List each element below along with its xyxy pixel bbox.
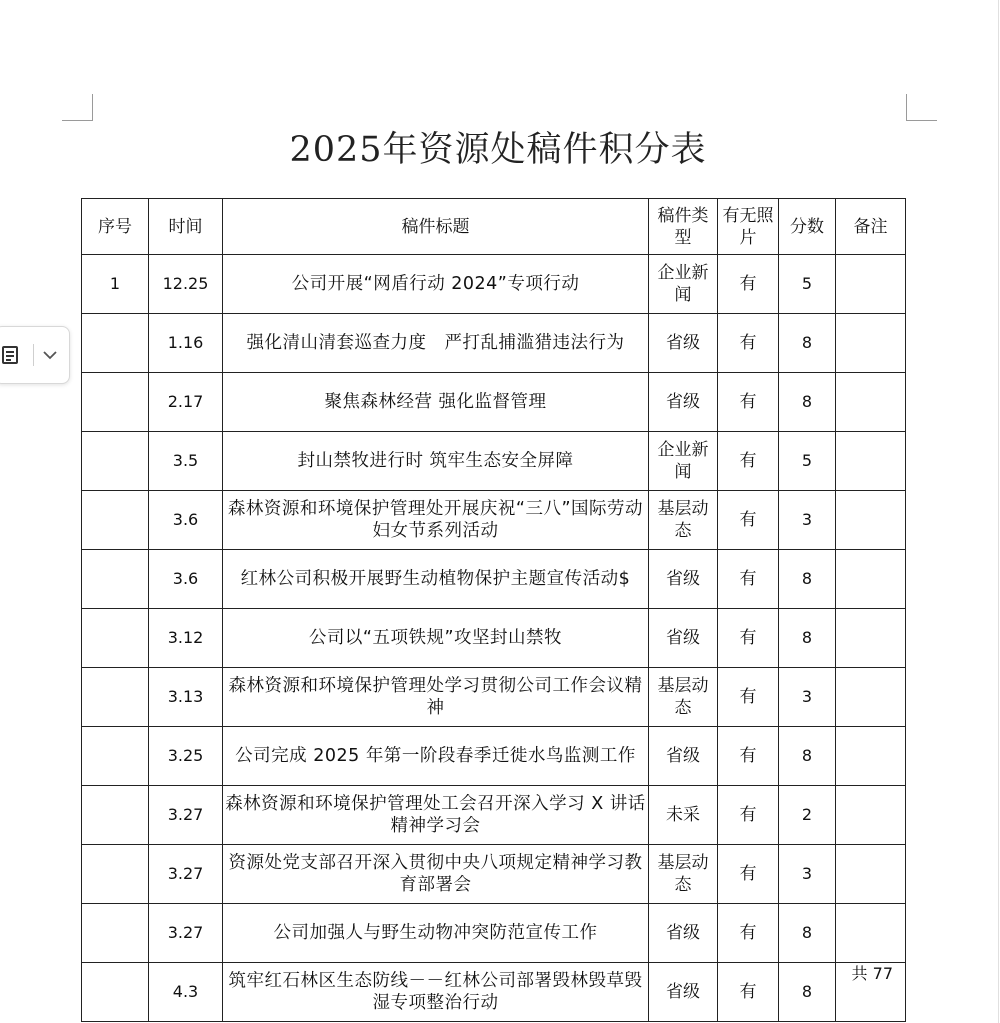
cell-title: 公司开展“网盾行动 2024”专项行动 bbox=[223, 255, 649, 314]
toolbar-divider bbox=[33, 344, 34, 366]
cell-type: 省级 bbox=[649, 314, 718, 373]
cell-title: 公司完成 2025 年第一阶段春季迁徙水鸟监测工作 bbox=[223, 727, 649, 786]
margin-corner-mark-left bbox=[62, 94, 93, 121]
cell-index bbox=[82, 668, 149, 727]
cell-score: 8 bbox=[779, 550, 836, 609]
margin-corner-mark-right bbox=[906, 94, 937, 121]
table-row bbox=[82, 963, 906, 1022]
cell-remark bbox=[836, 432, 906, 491]
cell-photo: 有 bbox=[718, 786, 779, 845]
cell-date: 3.12 bbox=[149, 609, 223, 668]
table-row bbox=[82, 609, 906, 668]
cell-score: 8 bbox=[779, 314, 836, 373]
cell-score: 8 bbox=[779, 904, 836, 963]
table-row bbox=[82, 550, 906, 609]
cell-score: 5 bbox=[779, 432, 836, 491]
cell-date: 3.13 bbox=[149, 668, 223, 727]
cell-score: 8 bbox=[779, 727, 836, 786]
cell-index: 1 bbox=[82, 255, 149, 314]
cell-remark bbox=[836, 786, 906, 845]
cell-remark bbox=[836, 255, 906, 314]
cell-remark bbox=[836, 727, 906, 786]
cell-date: 3.6 bbox=[149, 491, 223, 550]
table-row bbox=[82, 904, 906, 963]
table-header-row bbox=[82, 199, 906, 255]
cell-date: 3.27 bbox=[149, 786, 223, 845]
score-table bbox=[81, 198, 906, 1022]
cell-date: 2.17 bbox=[149, 373, 223, 432]
table-row bbox=[82, 373, 906, 432]
cell-title: 封山禁牧进行时 筑牢生态安全屏障 bbox=[223, 432, 649, 491]
cell-score: 8 bbox=[779, 609, 836, 668]
cell-date: 3.25 bbox=[149, 727, 223, 786]
table-row bbox=[82, 845, 906, 904]
cell-remark bbox=[836, 845, 906, 904]
cell-remark bbox=[836, 609, 906, 668]
cell-remark bbox=[836, 904, 906, 963]
cell-remark: 共 77 bbox=[836, 963, 906, 1022]
header-title: 稿件标题 bbox=[223, 199, 649, 255]
table-row bbox=[82, 727, 906, 786]
cell-title: 聚焦森林经营 强化监督管理 bbox=[223, 373, 649, 432]
cell-index bbox=[82, 845, 149, 904]
cell-photo: 有 bbox=[718, 255, 779, 314]
cell-index bbox=[82, 963, 149, 1022]
cell-title: 公司加强人与野生动物冲突防范宣传工作 bbox=[223, 904, 649, 963]
cell-photo: 有 bbox=[718, 550, 779, 609]
cell-photo: 有 bbox=[718, 727, 779, 786]
header-score: 分数 bbox=[779, 199, 836, 255]
cell-remark bbox=[836, 373, 906, 432]
cell-type: 企业新闻 bbox=[649, 255, 718, 314]
cell-type: 基层动态 bbox=[649, 668, 718, 727]
cell-title: 筑牢红石林区生态防线－－红林公司部署毁林毁草毁湿专项整治行动 bbox=[223, 963, 649, 1022]
cell-photo: 有 bbox=[718, 491, 779, 550]
cell-title: 森林资源和环境保护管理处学习贯彻公司工作会议精神 bbox=[223, 668, 649, 727]
table-row bbox=[82, 255, 906, 314]
cell-index bbox=[82, 904, 149, 963]
cell-date: 4.3 bbox=[149, 963, 223, 1022]
cell-type: 省级 bbox=[649, 609, 718, 668]
list-icon[interactable] bbox=[0, 342, 25, 368]
cell-type: 基层动态 bbox=[649, 491, 718, 550]
cell-score: 3 bbox=[779, 668, 836, 727]
cell-index bbox=[82, 786, 149, 845]
cell-date: 3.5 bbox=[149, 432, 223, 491]
cell-date: 3.27 bbox=[149, 845, 223, 904]
cell-date: 1.16 bbox=[149, 314, 223, 373]
cell-index bbox=[82, 491, 149, 550]
cell-photo: 有 bbox=[718, 668, 779, 727]
floating-toolbar[interactable] bbox=[0, 326, 70, 384]
table-row bbox=[82, 432, 906, 491]
cell-photo: 有 bbox=[718, 845, 779, 904]
cell-type: 省级 bbox=[649, 904, 718, 963]
chevron-down-icon[interactable] bbox=[40, 345, 60, 365]
table-row bbox=[82, 786, 906, 845]
cell-score: 8 bbox=[779, 373, 836, 432]
cell-title: 森林资源和环境保护管理处工会召开深入学习 X 讲话精神学习会 bbox=[223, 786, 649, 845]
cell-score: 2 bbox=[779, 786, 836, 845]
header-type: 稿件类型 bbox=[649, 199, 718, 255]
cell-photo: 有 bbox=[718, 432, 779, 491]
cell-index bbox=[82, 727, 149, 786]
cell-title: 资源处党支部召开深入贯彻中央八项规定精神学习教育部署会 bbox=[223, 845, 649, 904]
cell-photo: 有 bbox=[718, 373, 779, 432]
cell-remark bbox=[836, 314, 906, 373]
cell-title: 森林资源和环境保护管理处开展庆祝“三八”国际劳动妇女节系列活动 bbox=[223, 491, 649, 550]
cell-index bbox=[82, 432, 149, 491]
cell-date: 3.27 bbox=[149, 904, 223, 963]
cell-score: 3 bbox=[779, 845, 836, 904]
cell-index bbox=[82, 373, 149, 432]
header-photo: 有无照片 bbox=[718, 199, 779, 255]
cell-date: 3.6 bbox=[149, 550, 223, 609]
cell-type: 企业新闻 bbox=[649, 432, 718, 491]
cell-score: 3 bbox=[779, 491, 836, 550]
cell-photo: 有 bbox=[718, 963, 779, 1022]
cell-photo: 有 bbox=[718, 609, 779, 668]
cell-type: 省级 bbox=[649, 373, 718, 432]
cell-index bbox=[82, 609, 149, 668]
cell-remark bbox=[836, 491, 906, 550]
cell-title: 公司以“五项铁规”攻坚封山禁牧 bbox=[223, 609, 649, 668]
cell-type: 省级 bbox=[649, 727, 718, 786]
cell-remark bbox=[836, 668, 906, 727]
cell-date: 12.25 bbox=[149, 255, 223, 314]
cell-remark bbox=[836, 550, 906, 609]
table-row bbox=[82, 668, 906, 727]
cell-type: 省级 bbox=[649, 963, 718, 1022]
table-row bbox=[82, 314, 906, 373]
cell-score: 8 bbox=[779, 963, 836, 1022]
cell-score: 5 bbox=[779, 255, 836, 314]
header-index: 序号 bbox=[82, 199, 149, 255]
cell-index bbox=[82, 314, 149, 373]
cell-type: 省级 bbox=[649, 550, 718, 609]
cell-title: 强化清山清套巡查力度 严打乱捕滥猎违法行为 bbox=[223, 314, 649, 373]
document-title: 2025年资源处稿件积分表 bbox=[289, 130, 707, 170]
cell-photo: 有 bbox=[718, 314, 779, 373]
header-date: 时间 bbox=[149, 199, 223, 255]
cell-type: 基层动态 bbox=[649, 845, 718, 904]
cell-index bbox=[82, 550, 149, 609]
cell-type: 未采 bbox=[649, 786, 718, 845]
cell-title: 红林公司积极开展野生动植物保护主题宣传活动$ bbox=[223, 550, 649, 609]
table-row bbox=[82, 491, 906, 550]
cell-photo: 有 bbox=[718, 904, 779, 963]
header-remark: 备注 bbox=[836, 199, 906, 255]
